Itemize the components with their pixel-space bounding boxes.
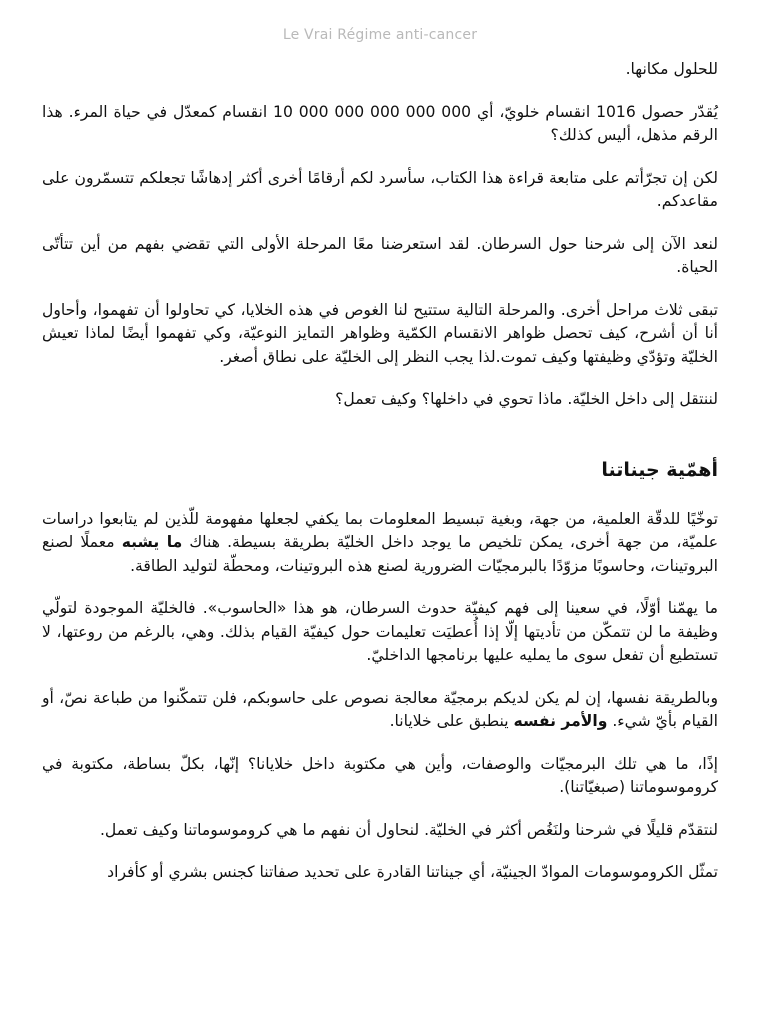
paragraph-9-text-b: ينطبق على خلايانا. bbox=[389, 712, 514, 730]
paragraph-2-text-c: انقسام كمعدّل في حياة المرء. هذا الرقم مذهل، أليس كذلك؟ bbox=[42, 102, 718, 144]
paragraph-3: لكن إن تجرّأتم على متابعة قراءة هذا الكتاب، سأسرد لكم أرقامًا أخرى أكثر إدهاشًا تجعلكم تتسمّرون على مقاعدكم. bbox=[42, 168, 718, 210]
paragraph-7 bbox=[42, 508, 718, 579]
paragraph-9-bold-phrase: والأمر نفسه bbox=[513, 712, 608, 730]
paragraph-4: لنعد الآن إلى شرحنا حول السرطان. لقد استعرضنا معًا المرحلة الأولى التي تقضي بفهم من أين تتأتّى الحياة. bbox=[42, 234, 718, 276]
paragraph-6: لننتقل إلى داخل الخليّة. ماذا تحوي في داخلها؟ وكيف تعمل؟ bbox=[335, 390, 718, 408]
page-body bbox=[42, 58, 718, 904]
cell-division-exponent-number: 1016 bbox=[596, 102, 636, 121]
paragraph-11: لنتقدّم قليلًا في شرحنا ولنَغُص أكثر في الخليّة. لنحاول أن نفهم ما هي كروموسوماتنا وكيف تعمل. bbox=[99, 820, 718, 839]
paragraph-9 bbox=[42, 687, 718, 734]
paragraph-10: إذًا، ما هي تلك البرمجيّات والوصفات، وأين هي مكتوبة داخل خلايانا؟ إنّها، بكلّ بساطة، مكتوبة في كروموسوماتنا (صبغيّاتنا). bbox=[42, 754, 718, 796]
paragraph-2-text-b: انقسام خلويّ، أي bbox=[471, 102, 597, 121]
paragraph-12: تمثّل الكروموسومات الموادّ الجينيّة، أي جيناتنا القادرة على تحديد صفاتنا كجنس بشري أو كأفراد bbox=[107, 863, 718, 881]
paragraph-9-text-a: وبالطريقة نفسها، إن لم يكن لديكم برمجيّة معالجة نصوص على حاسوبكم، فلن تتمكّنوا من طباعة نصّ، أو القيام بأيّ شيء. bbox=[42, 688, 718, 730]
cell-division-full-number: 10 000 000 000 000 000 bbox=[273, 102, 472, 121]
section-heading-genes: أهمّية جيناتنا bbox=[601, 458, 718, 481]
paragraph-2 bbox=[42, 101, 718, 148]
paragraph-7-text-a: توخّيًا للدقّة العلمية، من جهة، وبغية تبسيط المعلومات بما يكفي لجعلها مفهومة للّذين لم يتابعوا دراسات علميّة، من جهة أخرى، يمكن تلخيص ما يوجد داخل الخليّة بطريقة بسيطة. هناك bbox=[42, 509, 719, 551]
paragraph-7-bold-phrase: ما يشبه bbox=[121, 533, 183, 551]
running-header-book-title: Le Vrai Régime anti-cancer bbox=[282, 27, 478, 43]
paragraph-8: ما يهمّنا أوّلًا، في سعينا إلى فهم كيفيّة حدوث السرطان، هو هذا «الحاسوب». فالخليّة الموجودة لتولّي وظيفة ما لن تتمكّن من تأديتها إلّا إذا أُعطيَت تعليمات حول كيفيّة القيام بذلك. وهي، بالرغم من روعتها، لا تستطيع أن تفعل سوى ما يمليه عليها برنامجها الداخليّ. bbox=[42, 599, 718, 664]
paragraph-5: تبقى ثلاث مراحل أخرى. والمرحلة التالية ستتيح لنا الغوص في هذه الخلايا، كي تحاولوا أن تفهموا، وأحاول أنا أن أشرح، كيف تحصل ظواهر الانقسام الكمّية وظواهر التمايز النوعيّة، وكي تفهموا أيضًا لماذا تعيش الخليّة وتؤدّي وظيفتها وكيف تموت.لذا يجب النظر إلى الخليّة على نطاق أصغر. bbox=[42, 300, 718, 366]
paragraph-1: للحلول مكانها. bbox=[625, 60, 718, 78]
paragraph-7-text-b: معملًا لصنع البروتينات، وحاسوبًا مزوّدًا بالبرمجيّات الضرورية لصنع هذه البروتينات، ومحطّة لتوليد الطاقة. bbox=[42, 533, 718, 575]
paragraph-2-text-a: يُقدّر حصول bbox=[635, 102, 719, 121]
